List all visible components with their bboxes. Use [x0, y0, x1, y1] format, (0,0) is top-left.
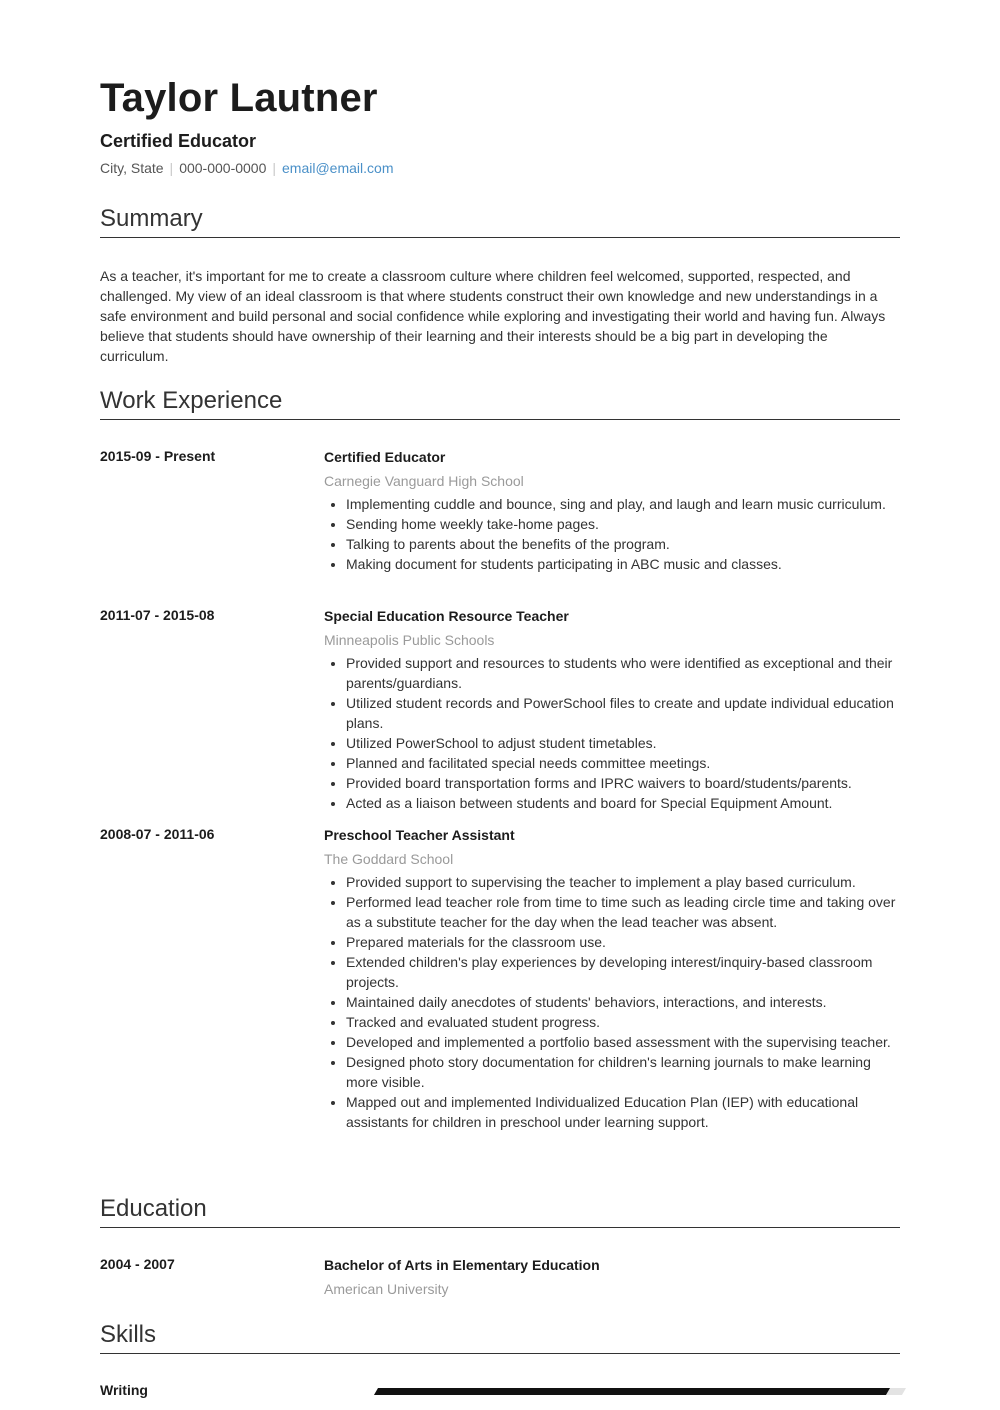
contact-separator: | — [272, 160, 277, 176]
work-role: Special Education Resource Teacher — [324, 608, 569, 624]
work-bullets — [324, 494, 900, 574]
candidate-title: Certified Educator — [100, 131, 257, 151]
skill-level-fill — [374, 1388, 890, 1395]
work-bullet: • Making document for students participating in ABC music and classes. — [346, 554, 900, 574]
skills-heading: Skills — [100, 1321, 900, 1354]
work-bullet: • Mapped out and implemented Individualized Education Plan (IEP) with educational assistants for children in preschool under learning support. — [346, 1092, 900, 1132]
candidate-name: Taylor Lautner — [100, 76, 378, 120]
skill-row — [100, 1382, 900, 1398]
contact-email-link[interactable]: email@email.com — [282, 160, 394, 176]
work-date: 2015-09 - Present — [100, 448, 216, 464]
work-bullet: • Provided board transportation forms and IPRC waivers to board/students/parents. — [346, 773, 900, 793]
contact-separator: | — [169, 160, 174, 176]
skill-name: Writing — [100, 1382, 148, 1398]
skill-level-track — [374, 1388, 906, 1395]
work-bullet: • Provided support to supervising the teacher to implement a play based curriculum. — [346, 872, 900, 892]
education-degree: Bachelor of Arts in Elementary Education — [324, 1257, 600, 1273]
work-bullet: • Prepared materials for the classroom use. — [346, 932, 900, 952]
contact-phone: 000-000-0000 — [179, 160, 267, 176]
work-organization: The Goddard School — [324, 851, 454, 867]
work-bullet: • Utilized student records and PowerSchool files to create and update individual education plans. — [346, 693, 900, 733]
work-organization: Carnegie Vanguard High School — [324, 473, 524, 489]
education-heading: Education — [100, 1195, 900, 1228]
work-bullet: • Acted as a liaison between students and board for Special Equipment Amount. — [346, 793, 900, 813]
work-role: Preschool Teacher Assistant — [324, 827, 515, 843]
contact-location: City, State — [100, 160, 164, 176]
work-bullet: • Developed and implemented a portfolio based assessment with the supervising teacher. — [346, 1032, 900, 1052]
work-date: 2011-07 - 2015-08 — [100, 607, 215, 623]
education-date: 2004 - 2007 — [100, 1256, 175, 1272]
work-bullet: • Implementing cuddle and bounce, sing and play, and laugh and learn music curriculum. — [346, 494, 900, 514]
work-bullet: • Maintained daily anecdotes of students' behaviors, interactions, and interests. — [346, 992, 900, 1012]
education-details — [324, 1256, 900, 1298]
work-bullet: • Utilized PowerSchool to adjust student timetables. — [346, 733, 900, 753]
work-organization: Minneapolis Public Schools — [324, 632, 495, 648]
work-bullet: • Extended children's play experiences by developing interest/inquiry-based classroom projects. — [346, 952, 900, 992]
education-school: American University — [324, 1281, 449, 1297]
work-bullet: • Designed photo story documentation for children's learning journals to make learning more visible. — [346, 1052, 900, 1092]
work-details — [324, 826, 900, 1132]
work-details — [324, 448, 900, 574]
work-bullet: • Planned and facilitated special needs committee meetings. — [346, 753, 900, 773]
summary-text: As a teacher, it's important for me to create a classroom culture where children feel welcomed, supported, respected, and challenged. My view of an ideal classroom is that where students construct their own knowledge and new understandings in a safe environment and build personal and social confidence while exploring and investigating their world and having fun. Always believe that students should have ownership of their learning and their interests should be a big part in developing the curriculum. — [100, 268, 886, 364]
work-bullet: • Tracked and evaluated student progress. — [346, 1012, 900, 1032]
contact-line — [100, 160, 393, 176]
work-bullets — [324, 872, 900, 1132]
work-date: 2008-07 - 2011-06 — [100, 826, 215, 842]
work-bullet: • Performed lead teacher role from time to time such as leading circle time and taking over as a substitute teacher for the day when the lead teacher was absent. — [346, 892, 900, 932]
work-details — [324, 607, 900, 813]
work-bullet: • Provided support and resources to students who were identified as exceptional and their parents/guardians. — [346, 653, 900, 693]
work-bullet: • Talking to parents about the benefits of the program. — [346, 534, 900, 554]
work-role: Certified Educator — [324, 449, 446, 465]
work-bullets — [324, 653, 900, 813]
summary-heading: Summary — [100, 205, 900, 238]
work-experience-heading: Work Experience — [100, 387, 900, 420]
work-bullet: • Sending home weekly take-home pages. — [346, 514, 900, 534]
